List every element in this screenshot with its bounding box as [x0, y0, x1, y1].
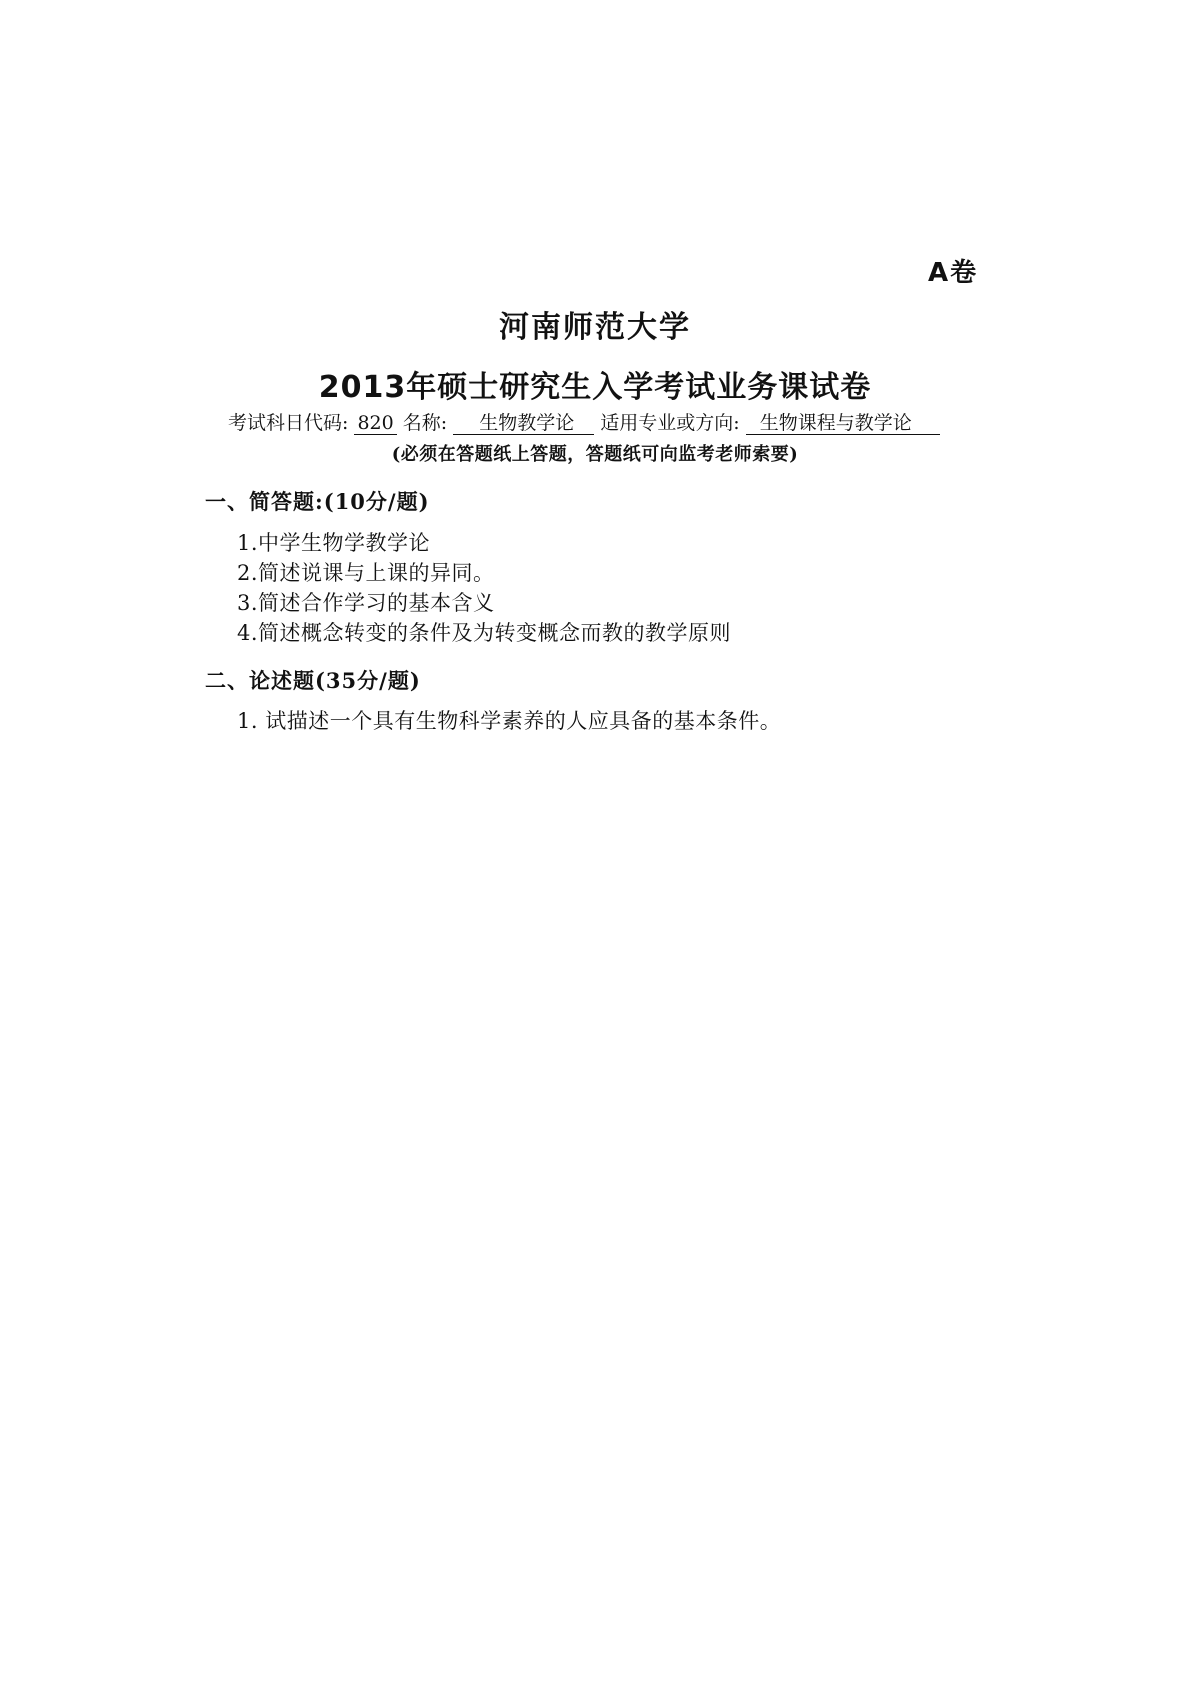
question-item: 3.简述合作学习的基本含义	[237, 591, 495, 615]
exam-title: 2013年硕士研究生入学考试业务课试卷	[318, 370, 872, 405]
subject-name-value: 生物教学论	[453, 412, 594, 435]
subject-major-value: 生物课程与教学论	[746, 412, 940, 435]
question-item: 2.简述说课与上课的异同。	[237, 561, 495, 585]
question-item: 1.中学生物学教学论	[237, 531, 431, 555]
question-item: 1. 试描述一个具有生物科学素养的人应具备的基本条件。	[237, 709, 782, 733]
subject-info-line	[228, 410, 988, 436]
answer-sheet-notice: (必须在答题纸上答题，答题纸可向监考老师索要)	[391, 444, 799, 465]
paper-version-label: A卷	[928, 258, 979, 288]
subject-code-label: 考试科日代码:	[228, 412, 349, 434]
section-heading-short-answer: 一、简答题:(10分/题)	[205, 489, 430, 514]
subject-code-value: 820	[354, 412, 396, 435]
university-name: 河南师范大学	[499, 310, 691, 345]
subject-name-label: 名称:	[402, 412, 448, 434]
question-item: 4.简述概念转变的条件及为转变概念而教的教学原则	[237, 621, 732, 645]
subject-major-label: 适用专业或方向:	[600, 412, 740, 434]
essay-question-list	[237, 706, 781, 736]
short-answer-question-list	[237, 528, 731, 648]
section-heading-essay: 二、论述题(35分/题)	[205, 668, 421, 693]
